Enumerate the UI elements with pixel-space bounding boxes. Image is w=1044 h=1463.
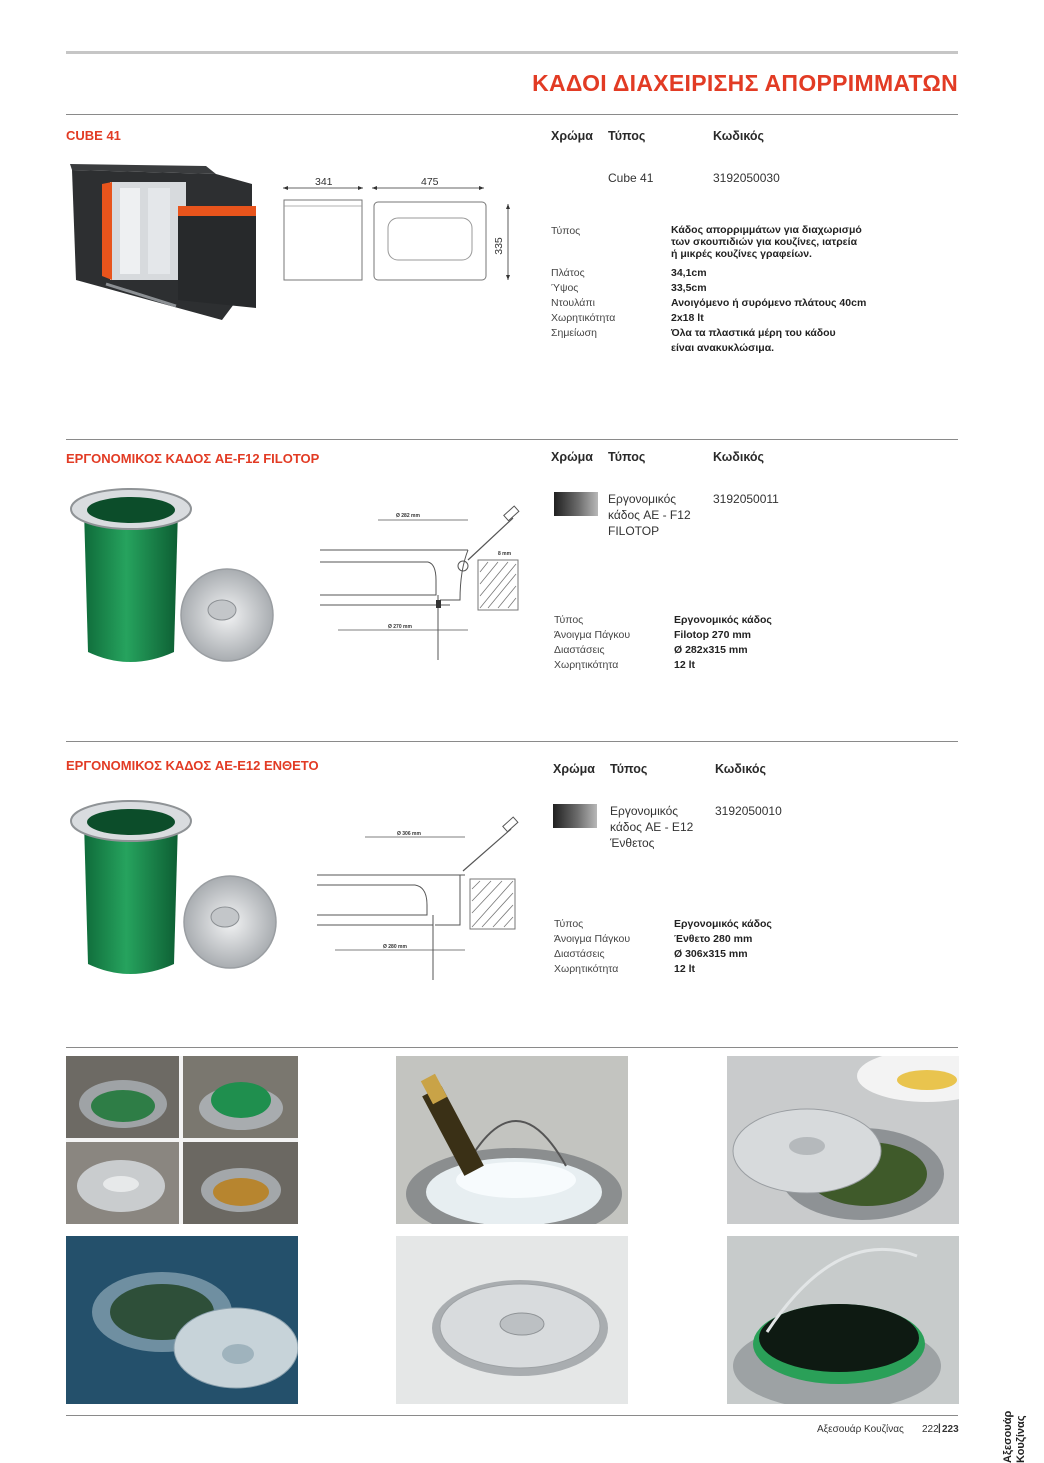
footer-page-left: 222 <box>922 1424 939 1435</box>
header-type: Τύπος <box>608 450 646 464</box>
section-divider <box>66 741 958 742</box>
spec-label: Σημείωση <box>551 327 597 339</box>
photo-bin-lid-counter <box>727 1056 959 1224</box>
cube41-height-dimension: 335 <box>492 237 505 255</box>
footer-label: Αξεσουάρ Κουζίνας <box>817 1424 904 1435</box>
spec-label: Τύπος <box>551 225 581 237</box>
ae-f12-installation-drawing <box>318 500 528 660</box>
cube41-width-dimension: 341 <box>315 176 333 188</box>
spec-value: Κάδος απορριμμάτων για διαχωρισμό των σκουπιδιών για κουζίνες, ιατρεία ή μικρές κουζίνες γραφείων. <box>671 224 862 260</box>
section-title-cube41: CUBE 41 <box>66 128 121 143</box>
photo-collage-usage-steps <box>66 1056 298 1224</box>
ae-f12-type-value: Εργονομικός κάδος AE - F12 FILOTOP <box>608 492 691 538</box>
cube41-depth-dimension: 475 <box>421 176 439 188</box>
cube41-code-value: 3192050030 <box>713 171 780 185</box>
cube41-dimension-drawing <box>276 170 516 290</box>
ae-e12-color-swatch <box>553 804 597 828</box>
spec-value: 33,5cm <box>671 282 707 294</box>
header-type: Τύπος <box>610 762 648 776</box>
spec-value: Ανοιγόμενο ή συρόμενο πλάτους 40cm <box>671 297 867 309</box>
ae-e12-type-value: Εργονομικός κάδος AE - E12 Ένθετος <box>610 804 694 850</box>
spec-label: Χωρητικότητα <box>551 312 616 324</box>
page-title: ΚΑΔΟΙ ΔΙΑΧΕΙΡΙΣΗΣ ΑΠΟΡΡΙΜΜΑΤΩΝ <box>532 70 958 96</box>
header-color: Χρώμα <box>551 450 593 464</box>
ae-f12-specs: Τύπος Εργονομικός κάδος Άνοιγμα Πάγκου Filotop 270 mm Διαστάσεις Ø 282x315 mm Χωρητικότητα 12 lt <box>554 614 772 671</box>
section-title-ae-e12: ΕΡΓΟΝΟΜΙΚΟΣ ΚΑΔΟΣ AE-E12 ΕΝΘΕΤΟ <box>66 758 319 773</box>
header-code: Κωδικός <box>713 450 765 464</box>
section-divider <box>66 439 958 440</box>
spec-label: Ντουλάπι <box>551 297 595 309</box>
spec-label: Πλάτος <box>551 267 585 279</box>
ae-e12-code-value: 3192050010 <box>715 804 782 818</box>
header-color: Χρώμα <box>551 129 593 143</box>
cube41-specs <box>551 224 951 356</box>
photo-bin-blue-tint <box>66 1236 298 1404</box>
ae-f12-outer-diameter-label: Ø 282 mm <box>396 513 420 519</box>
spec-value: Όλα τα πλαστικά μέρη του κάδου είναι ανακυκλώσιμα. <box>671 327 836 354</box>
ae-f12-inner-diameter-label: Ø 270 mm <box>388 624 412 630</box>
top-rule <box>66 51 958 54</box>
header-code: Κωδικός <box>715 762 767 776</box>
header-code: Κωδικός <box>713 129 765 143</box>
ae-e12-product-image <box>62 794 282 982</box>
title-underline <box>66 114 958 115</box>
cube41-product-image <box>66 160 262 320</box>
spec-value: 2x18 lt <box>671 312 704 324</box>
ae-f12-color-swatch <box>554 492 598 516</box>
photo-green-bin-handle <box>727 1236 959 1404</box>
ae-e12-specs: Τύπος Εργονομικός κάδος Άνοιγμα Πάγκου Ένθετο 280 mm Διαστάσεις Ø 306x315 mm Χωρητικότητα 12 lt <box>554 918 772 975</box>
footer-page-right: 223 <box>942 1424 959 1435</box>
ae-f12-code-value: 3192050011 <box>713 492 779 506</box>
footer-separator: | <box>938 1423 941 1434</box>
photo-champagne-ice-bucket <box>396 1056 628 1224</box>
spec-value: 34,1cm <box>671 267 707 279</box>
spec-label: Ύψος <box>551 282 579 294</box>
header-color: Χρώμα <box>553 762 595 776</box>
ae-e12-outer-diameter-label: Ø 306 mm <box>397 831 421 837</box>
side-section-label: Αξεσουάρ Κουζίνας <box>1002 1410 1027 1463</box>
ae-f12-product-image <box>62 482 282 670</box>
section-divider <box>66 1047 958 1048</box>
section-title-ae-f12: ΕΡΓΟΝΟΜΙΚΟΣ ΚΑΔΟΣ AE-F12 FILOTOP <box>66 451 320 466</box>
cube41-type-value: Cube 41 <box>608 171 654 185</box>
footer-rule <box>66 1415 958 1416</box>
ae-f12-edge-label: 8 mm <box>498 551 512 557</box>
ae-e12-installation-drawing <box>315 815 530 980</box>
ae-e12-inner-diameter-label: Ø 280 mm <box>383 944 407 950</box>
photo-flush-lid <box>396 1236 628 1404</box>
header-type: Τύπος <box>608 129 646 143</box>
